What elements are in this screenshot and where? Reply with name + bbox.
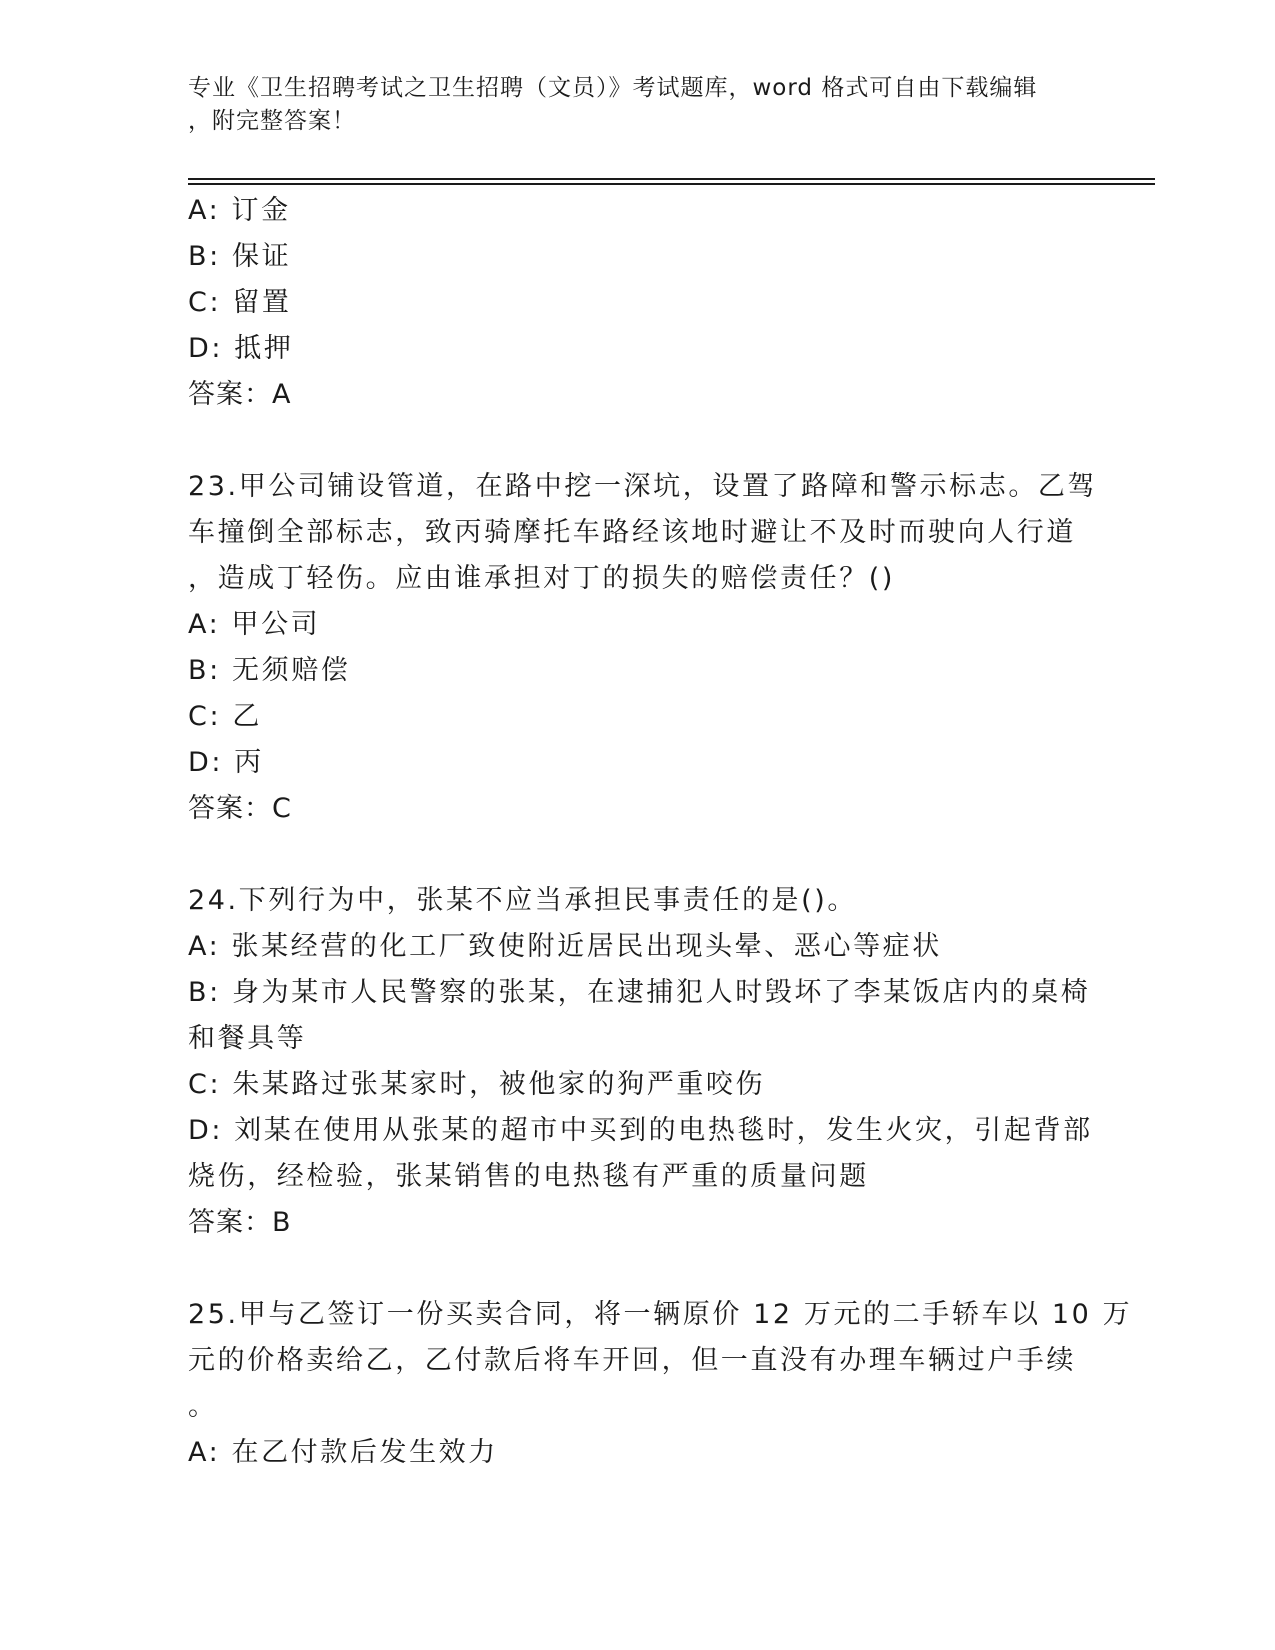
spacer (188, 1246, 1088, 1292)
option-d: D: 丙 (188, 747, 264, 778)
question-stem-line: 23.甲公司铺设管道，在路中挖一深坑，设置了路障和警示标志。乙驾 (188, 471, 1098, 502)
question-stem-line: 元的价格卖给乙，乙付款后将车开回，但一直没有办理车辆过户手续 (188, 1345, 1076, 1376)
document-body (188, 188, 1133, 1476)
header-rule-bottom (188, 183, 1155, 185)
spacer (188, 418, 1088, 464)
question-24-block (188, 878, 1093, 1246)
question-25-block (188, 1292, 1133, 1476)
spacer (188, 832, 1088, 878)
question-stem-line: 25.甲与乙签订一份买卖合同，将一辆原价 12 万元的二手轿车以 10 万 (188, 1299, 1133, 1330)
option-a: A: 在乙付款后发生效力 (188, 1437, 498, 1468)
document-header (188, 72, 1068, 138)
option-b: B: 身为某市人民警察的张某，在逮捕犯人时毁坏了李某饭店内的桌椅 (188, 977, 1091, 1008)
header-line-2: ，附完整答案！ (188, 108, 356, 134)
answer-line: 答案：A (188, 379, 292, 410)
option-b: B: 保证 (188, 241, 292, 272)
option-b: B: 无须赔偿 (188, 655, 351, 686)
option-d-continued: 烧伤，经检验，张某销售的电热毯有严重的质量问题 (188, 1161, 869, 1192)
option-a: A: 张某经营的化工厂致使附近居民出现头晕、恶心等症状 (188, 931, 942, 962)
option-c: C: 留置 (188, 287, 292, 318)
option-d: D: 抵押 (188, 333, 294, 364)
header-rule-top (188, 178, 1155, 180)
question-22-block (188, 188, 1088, 418)
question-stem-line: ，造成丁轻伤。应由谁承担对丁的损失的赔偿责任？() (188, 563, 896, 594)
option-d: D: 刘某在使用从张某的超市中买到的电热毯时，发生火灾，引起背部 (188, 1115, 1093, 1146)
option-c: C: 朱某路过张某家时，被他家的狗严重咬伤 (188, 1069, 766, 1100)
option-a: A: 订金 (188, 195, 291, 226)
question-stem-line: 24.下列行为中，张某不应当承担民事责任的是()。 (188, 885, 858, 916)
question-stem-line: 。 (188, 1391, 218, 1422)
answer-line: 答案：C (188, 793, 292, 824)
option-b-continued: 和餐具等 (188, 1023, 307, 1054)
question-stem-line: 车撞倒全部标志，致丙骑摩托车路经该地时避让不及时而驶向人行道 (188, 517, 1076, 548)
answer-line: 答案：B (188, 1207, 292, 1238)
option-c: C: 乙 (188, 701, 262, 732)
question-23-block (188, 464, 1098, 832)
header-line-1: 专业《卫生招聘考试之卫生招聘（文员）》考试题库，word 格式可自由下载编辑 (188, 75, 1038, 101)
option-a: A: 甲公司 (188, 609, 321, 640)
